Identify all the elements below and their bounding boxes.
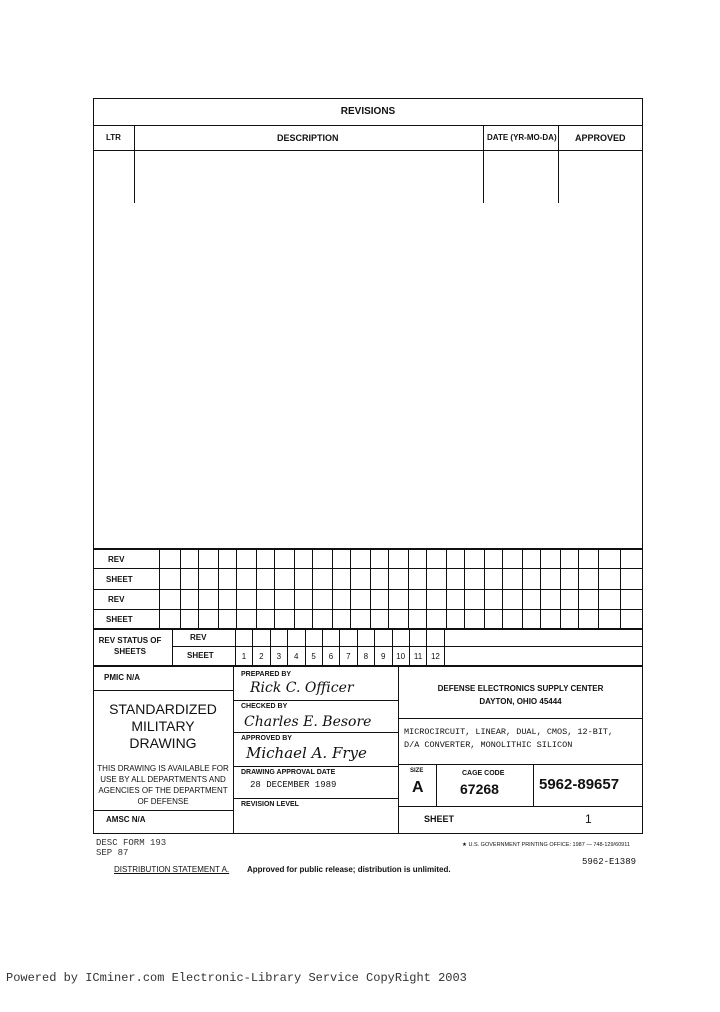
rev-grid-cell-line	[388, 548, 389, 630]
rev-grid-cell-line	[180, 548, 181, 630]
rev-grid-cell-line	[540, 548, 541, 630]
sheet-number: 4	[293, 652, 299, 661]
dwg-number: 5962-89657	[539, 776, 620, 793]
rev-grid-cell-line	[198, 548, 199, 630]
left-divider	[93, 690, 233, 691]
sheet-number: 7	[346, 652, 351, 661]
size-divider	[436, 764, 437, 806]
size-label: SIZE	[410, 768, 424, 774]
approved-by-signature: Michael A. Frye	[246, 744, 367, 762]
rev-grid-cell-line	[218, 548, 219, 630]
right-divider	[398, 806, 643, 807]
sheet-number: 10	[396, 652, 406, 661]
sheet-cell-line	[444, 628, 445, 666]
right-divider	[398, 764, 643, 765]
prepared-by-label: PREPARED BY	[241, 671, 292, 678]
agency-line1: DEFENSE ELECTRONICS SUPPLY CENTER	[437, 684, 604, 693]
sheet-number: 3	[276, 652, 282, 661]
prepared-by-signature: Rick C. Officer	[250, 680, 354, 696]
size-value: A	[412, 779, 424, 796]
cage-label: CAGE CODE	[462, 770, 505, 777]
rev-grid-cell-line	[236, 548, 237, 630]
rev-grid-cell-line	[159, 548, 160, 630]
pmic: PMIC N/A	[104, 673, 140, 682]
rev-grid-cell-line	[370, 548, 371, 630]
sheet-row-label: SHEET	[106, 575, 133, 584]
approval-date-label: DRAWING APPROVAL DATE	[241, 769, 336, 776]
rev-grid-cell-line	[256, 548, 257, 630]
sheet-number: 2	[259, 652, 264, 661]
col-divider-ltr	[134, 125, 135, 203]
cage-divider	[533, 764, 534, 806]
approved-by-label: APPROVED BY	[241, 735, 292, 742]
sheet-number: 11	[413, 652, 423, 661]
availability-text: THIS DRAWING IS AVAILABLE FOR USE BY ALL DEPARTMENTS AND AGENCIES OF THE DEPARTMENT OF DEFENSE	[97, 764, 229, 806]
agency-line2: DAYTON, OHIO 45444	[479, 697, 562, 706]
revisions-header-divider	[93, 150, 643, 151]
checked-by-signature: Charles E. Besore	[244, 714, 372, 730]
checked-by-label: CHECKED BY	[241, 703, 288, 710]
rev-status-rev: REV	[190, 633, 207, 642]
col-description: DESCRIPTION	[277, 133, 339, 143]
rev-grid-cell-line	[484, 548, 485, 630]
rev-grid-cell-line	[332, 548, 333, 630]
approval-date: 28 DECEMBER 1989	[250, 780, 337, 790]
sheet-number: 6	[328, 652, 334, 661]
sheet-number: 8	[363, 652, 369, 661]
rev-grid-cell-line	[274, 548, 275, 630]
rev-grid-cell-line	[446, 548, 447, 630]
rev-row-label: REV	[108, 595, 125, 604]
revisions-table	[93, 98, 643, 550]
gpo-line: ★ U.S. GOVERNMENT PRINTING OFFICE: 1987 — 748-129/60911	[462, 842, 630, 848]
rev-grid-cell-line	[464, 548, 465, 630]
rev-status-sheet: SHEET	[187, 651, 214, 660]
standardized-title: STANDARDIZED MILITARY DRAWING	[109, 701, 217, 751]
amsc: AMSC N/A	[106, 815, 146, 824]
col-ltr: LTR	[106, 133, 121, 142]
rev-grid-cell-line	[598, 548, 599, 630]
revision-level-label: REVISION LEVEL	[241, 801, 299, 808]
mid-divider	[233, 700, 398, 701]
powered-by: Powered by ICminer.com Electronic-Library Service CopyRight 2003	[6, 971, 467, 985]
rev-grid-cell-line	[578, 548, 579, 630]
rev-grid-cell-line	[522, 548, 523, 630]
form-number: DESC FORM 193	[96, 838, 167, 848]
rev-grid-cell-line	[294, 548, 295, 630]
revisions-title: REVISIONS	[340, 106, 396, 117]
sheet-number: 12	[430, 652, 440, 661]
doc-code: 5962-E1389	[582, 857, 637, 867]
rev-grid-cell-line	[426, 548, 427, 630]
rev-grid-cell-line	[350, 548, 351, 630]
rev-grid-cell-line	[560, 548, 561, 630]
rev-grid-cell-line	[312, 548, 313, 630]
col-divider-approved	[558, 125, 559, 203]
rev-grid-cell-line	[502, 548, 503, 630]
mid-divider	[233, 732, 398, 733]
rev-status-mid	[172, 646, 643, 647]
rev-grid-cell-line	[408, 548, 409, 630]
sheet-value: 1	[585, 812, 592, 826]
sheet-row-label: SHEET	[106, 615, 133, 624]
cage-value: 67268	[460, 781, 499, 797]
col-date: DATE (YR-MO-DA)	[487, 133, 557, 142]
title-block-divider	[233, 666, 234, 834]
form-date: SEP 87	[96, 848, 129, 858]
description-line2: D/A CONVERTER, MONOLITHIC SILICON	[404, 740, 573, 750]
sheet-number: 9	[380, 652, 386, 661]
rev-grid-cell-line	[620, 548, 621, 630]
mid-divider	[233, 798, 398, 799]
sheet-number: 5	[311, 652, 316, 661]
revisions-divider	[93, 125, 643, 126]
mid-divider	[233, 766, 398, 767]
sheet-number: 1	[241, 652, 247, 661]
distribution-label: DISTRIBUTION STATEMENT A.	[114, 865, 230, 874]
sheet-label: SHEET	[424, 814, 455, 824]
right-divider	[398, 718, 643, 719]
col-approved: APPROVED	[575, 133, 626, 143]
rev-row-label: REV	[108, 555, 125, 564]
rev-status-divider	[172, 628, 173, 666]
rev-status-label: REV STATUS OF SHEETS	[98, 636, 162, 656]
description-line1: MICROCIRCUIT, LINEAR, DUAL, CMOS, 12-BIT,	[404, 727, 614, 737]
distribution-text: Approved for public release; distribution is unlimited.	[247, 865, 451, 874]
col-divider-date	[483, 125, 484, 203]
left-divider	[93, 810, 233, 811]
